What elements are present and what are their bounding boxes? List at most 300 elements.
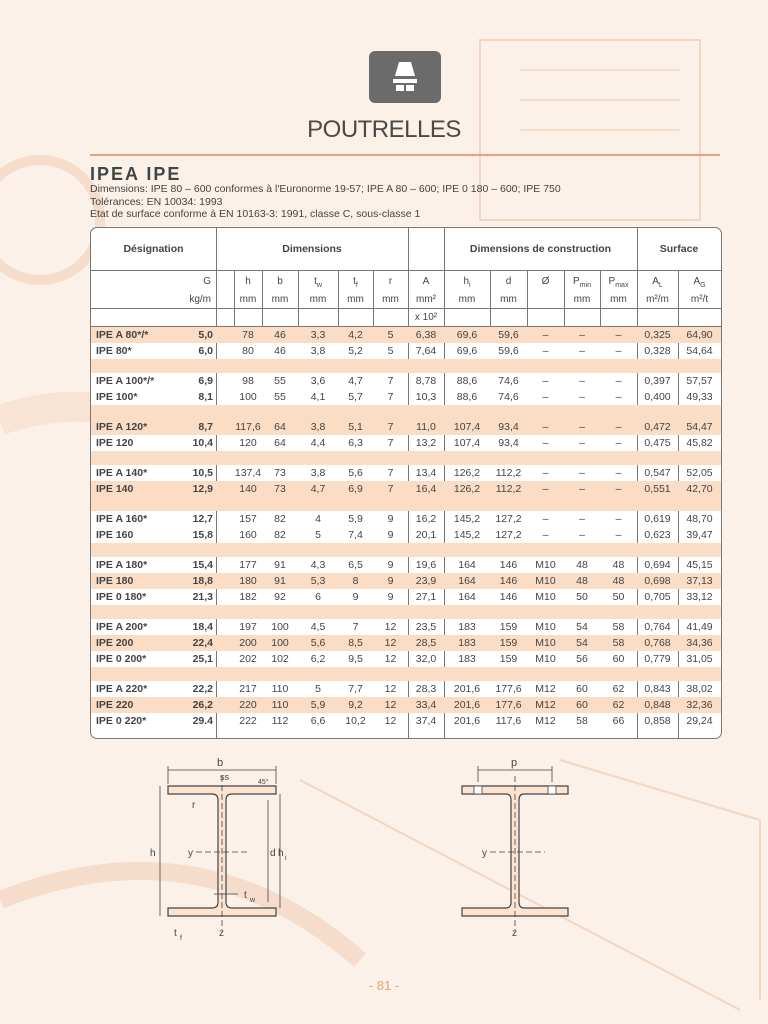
col-unit-b: mm <box>271 294 289 305</box>
row-designation: IPE 0 200* <box>96 653 147 665</box>
table-row <box>91 573 721 589</box>
row-designation: IPE 160 <box>96 529 134 541</box>
cell-h: 197 <box>239 621 257 633</box>
drawing-label-tw: t <box>244 890 247 901</box>
drawing-label-angle: 45° <box>258 779 269 786</box>
col-symbol-text: A <box>422 276 430 287</box>
cell-r: 5 <box>387 329 394 341</box>
cell-h: 78 <box>242 329 254 341</box>
cell-b: 73 <box>274 483 286 495</box>
drawing-label-y: y <box>188 848 193 859</box>
row-designation: IPE 0 220* <box>96 715 147 727</box>
cell-tw: 3,8 <box>310 345 326 357</box>
description-line: Tolérances: EN 10034: 1993 <box>90 195 223 208</box>
cell-tf: 8,5 <box>348 637 363 649</box>
cell-b: 82 <box>274 513 286 525</box>
cell-A: 6,38 <box>415 329 437 341</box>
cell-A: 27,1 <box>415 591 437 603</box>
cell-A: 10,3 <box>415 391 437 403</box>
header-surface: Surface <box>659 243 699 255</box>
cell-tf: 5,7 <box>348 391 363 403</box>
cell-d: 146 <box>499 559 518 571</box>
cell-A: 16,2 <box>415 513 437 525</box>
drawing-label-ss: ss <box>220 772 229 782</box>
cell-AL: 0,705 <box>644 591 671 603</box>
cell-hi: 69,6 <box>456 329 478 341</box>
cell-tf: 7,4 <box>348 529 363 541</box>
cell-pmax: – <box>615 483 622 495</box>
cell-G: 18,4 <box>192 621 213 633</box>
cell-AL: 0,843 <box>644 683 671 695</box>
row-designation: IPE A 140* <box>96 467 148 479</box>
cell-A: 20,1 <box>415 529 437 541</box>
cell-phi: – <box>542 467 549 479</box>
col-symbol-text: A <box>693 276 701 287</box>
cell-tw: 3,3 <box>310 329 326 341</box>
cell-r: 12 <box>384 699 397 711</box>
cell-tf: 5,6 <box>348 467 363 479</box>
title-rule <box>90 154 720 156</box>
cell-pmax: 58 <box>612 621 625 633</box>
cell-hi: 69,6 <box>456 345 478 357</box>
cell-A: 7,64 <box>415 345 437 357</box>
cell-hi: 201,6 <box>453 699 481 711</box>
ipe-profile-drawing-left <box>160 766 280 930</box>
description-line: Etat de surface conforme à EN 10163-3: 1991, classe C, sous-classe 1 <box>90 208 421 220</box>
cell-d: 59,6 <box>498 345 519 357</box>
col-unit-hi: mm <box>458 294 476 305</box>
drawing-label-h: h <box>150 848 156 859</box>
cell-pmax: – <box>615 345 622 357</box>
cell-r: 9 <box>387 559 394 571</box>
cell-pmin: – <box>579 513 585 525</box>
cell-AG: 54,64 <box>686 345 713 357</box>
cell-h: 140 <box>239 483 257 495</box>
cell-AL: 0,472 <box>644 421 671 433</box>
cell-A: 23,9 <box>415 575 437 587</box>
col-symbol-AL <box>637 276 678 289</box>
table-spacer-row <box>91 497 721 511</box>
table-spacer-row <box>91 359 721 373</box>
col-symbol-text: P <box>608 276 616 287</box>
cell-tw: 6 <box>315 591 321 603</box>
col-unit-tw: mm <box>309 294 327 305</box>
cell-A: 23,5 <box>415 621 437 633</box>
cell-AL: 0,858 <box>644 715 671 727</box>
cell-b: 64 <box>274 437 286 449</box>
col-symbol-text: G <box>203 276 211 287</box>
cell-tw: 4 <box>315 513 321 525</box>
cell-b: 102 <box>271 653 289 665</box>
cell-G: 26,2 <box>192 699 213 711</box>
beam-specs-table <box>90 227 722 739</box>
cell-pmax: 60 <box>612 653 625 665</box>
col-symbol-text: Ø <box>541 276 550 287</box>
cell-pmin: – <box>579 421 585 433</box>
cell-pmax: 66 <box>612 715 625 727</box>
row-designation: IPE 100* <box>96 391 138 403</box>
drawing-label-tf: t <box>174 928 177 939</box>
cell-pmax: 62 <box>612 683 625 695</box>
cell-G: 15,4 <box>192 559 213 571</box>
header-dimensions: Dimensions <box>282 243 342 255</box>
cell-pmin: – <box>579 329 585 341</box>
header-divider <box>91 270 721 271</box>
cell-hi: 88,6 <box>456 391 478 403</box>
drawing-label-d: d <box>270 848 276 859</box>
cell-r: 5 <box>387 345 394 357</box>
cell-tf: 5,1 <box>348 421 363 433</box>
col-symbol-A <box>408 276 444 287</box>
cell-A: 28,5 <box>415 637 437 649</box>
cell-pmax: 48 <box>612 575 625 587</box>
col-unit-AL: m²/m <box>646 294 669 305</box>
cell-h: 98 <box>242 375 254 387</box>
cell-pmax: – <box>615 329 622 341</box>
cell-AG: 48,70 <box>686 513 713 525</box>
cell-r: 12 <box>384 621 397 633</box>
cell-d: 93,4 <box>498 437 519 449</box>
col-symbol-text: t <box>314 276 317 287</box>
cell-tf: 7 <box>352 621 359 633</box>
cell-d: 177,6 <box>495 683 522 695</box>
cell-pmin: – <box>579 391 585 403</box>
cell-h: 100 <box>239 391 257 403</box>
cell-r: 7 <box>387 375 394 387</box>
cell-r: 9 <box>387 529 394 541</box>
header-designation: Désignation <box>123 243 184 255</box>
cell-phi: – <box>542 513 549 525</box>
row-designation: IPE 0 180* <box>96 591 147 603</box>
row-designation: IPE 220 <box>96 699 134 711</box>
cell-d: 112,2 <box>495 467 522 479</box>
cell-d: 159 <box>499 653 518 665</box>
cell-tf: 6,5 <box>348 559 363 571</box>
cell-A: 13,2 <box>415 437 437 449</box>
cell-d: 112,2 <box>495 483 522 495</box>
cell-tw: 3,8 <box>310 467 326 479</box>
col-symbol-text: t <box>353 276 356 287</box>
cell-hi: 164 <box>458 559 476 571</box>
cell-AL: 0,475 <box>644 437 671 449</box>
table-spacer-row <box>91 667 721 681</box>
col-unit-AG: m²/t <box>690 294 709 305</box>
cell-b: 55 <box>274 375 286 387</box>
cell-pmin: 50 <box>576 591 588 603</box>
cell-AG: 42,70 <box>686 483 713 495</box>
cell-tf: 4,7 <box>348 375 363 387</box>
cell-h: 220 <box>239 699 257 711</box>
cell-tw: 5,6 <box>310 637 326 649</box>
cell-tw: 5,9 <box>310 699 326 711</box>
cell-hi: 201,6 <box>453 715 481 727</box>
cell-AG: 31,05 <box>686 653 713 665</box>
cell-d: 74,6 <box>498 391 519 403</box>
cell-pmax: – <box>615 391 622 403</box>
cell-phi: M10 <box>535 653 556 665</box>
cell-phi: – <box>542 529 549 541</box>
col-symbol-subscript: i <box>469 282 471 289</box>
drawing-label-p: p <box>511 757 518 769</box>
cell-r: 7 <box>387 391 394 403</box>
cell-phi: – <box>542 437 549 449</box>
col-symbol-subscript: max <box>615 282 629 289</box>
cell-d: 127,2 <box>495 529 522 541</box>
units-divider <box>91 308 721 309</box>
cell-h: 222 <box>239 715 257 727</box>
cell-tf: 8 <box>352 575 359 587</box>
cell-r: 7 <box>387 437 394 449</box>
section-heading: IPEA IPE <box>90 164 182 184</box>
cell-tw: 4,7 <box>310 483 326 495</box>
cell-r: 9 <box>387 575 394 587</box>
row-designation: IPE A 220* <box>96 683 148 695</box>
cell-pmin: – <box>579 375 585 387</box>
col-symbol-subscript: w <box>316 282 322 289</box>
cell-tw: 5 <box>315 529 321 541</box>
cell-r: 7 <box>387 483 394 495</box>
cell-pmin: 48 <box>576 559 588 571</box>
cell-phi: M10 <box>535 559 556 571</box>
beam-logo-icon <box>369 51 441 103</box>
cell-AL: 0,547 <box>644 467 671 479</box>
table-row <box>91 435 721 451</box>
cell-hi: 145,2 <box>453 513 481 525</box>
cell-AL: 0,551 <box>644 483 671 495</box>
cell-tf: 5,9 <box>348 513 363 525</box>
cell-h: 177 <box>239 559 257 571</box>
cell-d: 59,6 <box>498 329 519 341</box>
cell-AG: 45,15 <box>686 559 713 571</box>
cell-b: 82 <box>274 529 286 541</box>
table-row <box>91 713 721 729</box>
cell-d: 127,2 <box>495 513 522 525</box>
cell-pmax: 48 <box>612 559 625 571</box>
cell-AG: 32,36 <box>686 699 713 711</box>
cell-AL: 0,694 <box>644 559 671 571</box>
cell-G: 8,7 <box>198 421 213 433</box>
cell-A: 33,4 <box>415 699 437 711</box>
cell-AL: 0,619 <box>644 513 671 525</box>
cell-AL: 0,400 <box>644 391 671 403</box>
col-symbol-text: b <box>277 276 283 287</box>
cell-phi: – <box>542 345 549 357</box>
cell-h: 157 <box>239 513 257 525</box>
cell-hi: 183 <box>458 637 476 649</box>
drawing-label-z-right: z <box>512 928 517 939</box>
cell-pmax: – <box>615 375 622 387</box>
cell-tw: 3,6 <box>310 375 326 387</box>
cell-pmax: 58 <box>612 637 625 649</box>
cell-h: 160 <box>239 529 257 541</box>
col-unit-h: mm <box>239 294 257 305</box>
col-symbol-G <box>151 276 211 287</box>
cell-h: 80 <box>242 345 254 357</box>
cell-AL: 0,623 <box>644 529 671 541</box>
cell-G: 22,2 <box>192 683 213 695</box>
col-unit-r: mm <box>382 294 399 305</box>
cell-AG: 34,36 <box>686 637 713 649</box>
drawing-label-y-right: y <box>482 848 487 859</box>
col-unit-A: mm² <box>416 294 436 305</box>
cell-AL: 0,764 <box>644 621 671 633</box>
table-row <box>91 373 721 389</box>
cell-pmin: – <box>579 437 585 449</box>
col-symbol-pmax <box>600 276 637 289</box>
cell-A: 28,3 <box>415 683 437 695</box>
row-designation: IPE 80* <box>96 345 132 357</box>
cell-A: 16,4 <box>415 483 437 495</box>
cell-tf: 9,5 <box>348 653 363 665</box>
cell-G: 15,8 <box>192 529 213 541</box>
cell-tf: 9 <box>352 591 359 603</box>
cell-AG: 39,47 <box>686 529 713 541</box>
cell-tw: 6,6 <box>310 715 326 727</box>
page-title: POUTRELLES <box>307 116 461 143</box>
col-unit-pmin: mm <box>573 294 591 305</box>
cell-tf: 7,7 <box>348 683 363 695</box>
cell-r: 9 <box>387 513 394 525</box>
cell-tw: 5 <box>315 683 321 695</box>
cell-d: 117,6 <box>495 715 522 727</box>
row-designation: IPE 200 <box>96 637 134 649</box>
cell-phi: M12 <box>535 683 556 695</box>
cell-hi: 126,2 <box>453 483 481 495</box>
cell-pmin: 60 <box>576 699 588 711</box>
row-designation: IPE A 200* <box>96 621 148 633</box>
cell-r: 9 <box>387 591 394 603</box>
cell-phi: M10 <box>535 591 556 603</box>
cell-pmin: 54 <box>576 621 588 633</box>
table-spacer-row <box>91 405 721 419</box>
cell-h: 120 <box>239 437 257 449</box>
cell-h: 182 <box>239 591 257 603</box>
cell-pmax: 62 <box>612 699 625 711</box>
cell-AG: 57,57 <box>686 375 713 387</box>
col-unit-G: kg/m <box>189 294 211 305</box>
cell-A: 13,4 <box>415 467 437 479</box>
cell-h: 200 <box>239 637 257 649</box>
drawing-label-tw-sub: w <box>250 897 256 904</box>
cell-AG: 45,82 <box>686 437 713 449</box>
cell-r: 7 <box>387 421 394 433</box>
cell-hi: 126,2 <box>453 467 481 479</box>
cell-tw: 6,2 <box>310 653 326 665</box>
table-row <box>91 681 721 697</box>
description-line: Dimensions: IPE 80 – 600 conformes à l'Euronorme 19-57; IPE A 80 – 600; IPE 0 180 – 600; IPE 750 <box>90 183 561 195</box>
beam-cross-section-drawings <box>0 748 768 948</box>
drawing-label-z: z <box>219 928 224 939</box>
drawing-label-tf-sub: f <box>180 935 182 942</box>
row-designation: IPE A 80*/* <box>96 329 149 341</box>
cell-h: 117,6 <box>235 421 261 433</box>
row-designation: IPE A 120* <box>96 421 148 433</box>
cell-r: 12 <box>384 653 397 665</box>
col-symbol-hi <box>444 276 490 289</box>
cell-G: 5,0 <box>198 329 213 341</box>
col-symbol-tw <box>298 276 338 289</box>
cell-b: 73 <box>274 467 286 479</box>
cell-AG: 64,90 <box>686 329 713 341</box>
cell-AG: 41,49 <box>686 621 713 633</box>
cell-hi: 88,6 <box>456 375 478 387</box>
cell-G: 6,0 <box>198 345 213 357</box>
cell-phi: M10 <box>535 621 556 633</box>
cell-d: 146 <box>499 575 518 587</box>
cell-pmax: – <box>615 421 622 433</box>
cell-hi: 164 <box>458 591 476 603</box>
ipe-profile-drawing-right <box>462 766 568 930</box>
drawing-label-r: r <box>192 800 196 811</box>
cell-pmax: – <box>615 467 622 479</box>
cell-phi: M12 <box>535 699 556 711</box>
cell-AG: 38,02 <box>686 683 713 695</box>
cell-tw: 5,3 <box>310 575 326 587</box>
cell-tw: 4,1 <box>310 391 326 403</box>
cell-G: 6,9 <box>198 375 213 387</box>
cell-phi: – <box>542 375 549 387</box>
cell-G: 25,1 <box>192 653 213 665</box>
row-designation: IPE A 100*/* <box>96 375 155 387</box>
cell-b: 46 <box>274 345 286 357</box>
cell-pmin: 58 <box>576 715 588 727</box>
drawing-label-b: b <box>217 757 224 769</box>
col-symbol-text: A <box>652 276 659 287</box>
cell-hi: 183 <box>458 653 476 665</box>
cell-G: 29.4 <box>192 715 213 727</box>
table-spacer-row <box>91 543 721 557</box>
cell-A: 11,0 <box>416 421 436 433</box>
cell-b: 100 <box>271 637 289 649</box>
table-row <box>91 651 721 667</box>
cell-b: 92 <box>274 591 286 603</box>
cell-d: 93,4 <box>498 421 519 433</box>
cell-AL: 0,768 <box>644 637 671 649</box>
cell-AL: 0,779 <box>644 653 671 665</box>
cell-tf: 4,2 <box>348 329 363 341</box>
cell-G: 10,4 <box>192 437 213 449</box>
cell-pmin: – <box>579 483 585 495</box>
cell-b: 91 <box>274 575 286 587</box>
cell-h: 137,4 <box>234 467 262 479</box>
cell-b: 110 <box>271 683 289 695</box>
cell-phi: – <box>542 483 549 495</box>
cell-pmin: – <box>579 529 585 541</box>
cell-phi: M12 <box>535 715 556 727</box>
cell-h: 217 <box>239 683 257 695</box>
cell-AL: 0,698 <box>644 575 671 587</box>
col-unit-d: mm <box>500 294 517 305</box>
cell-AG: 37,13 <box>686 575 713 587</box>
cell-phi: – <box>542 391 549 403</box>
col-symbol-phi <box>527 276 564 287</box>
cell-tf: 6,3 <box>348 437 363 449</box>
col-symbol-subscript: f <box>355 282 358 289</box>
drawing-label-hi: h <box>278 848 284 859</box>
cell-AL: 0,328 <box>644 345 671 357</box>
table-row <box>91 419 721 435</box>
cell-AG: 49,33 <box>686 391 713 403</box>
cell-A: 37,4 <box>415 715 437 727</box>
row-designation: IPE 120 <box>96 437 134 449</box>
cell-d: 177,6 <box>495 699 522 711</box>
cell-AG: 33,12 <box>686 591 713 603</box>
cell-tf: 6,9 <box>348 483 363 495</box>
cell-d: 159 <box>499 621 518 633</box>
col-symbol-b <box>262 276 298 287</box>
cell-pmin: – <box>579 345 585 357</box>
cell-tw: 4,3 <box>310 559 326 571</box>
